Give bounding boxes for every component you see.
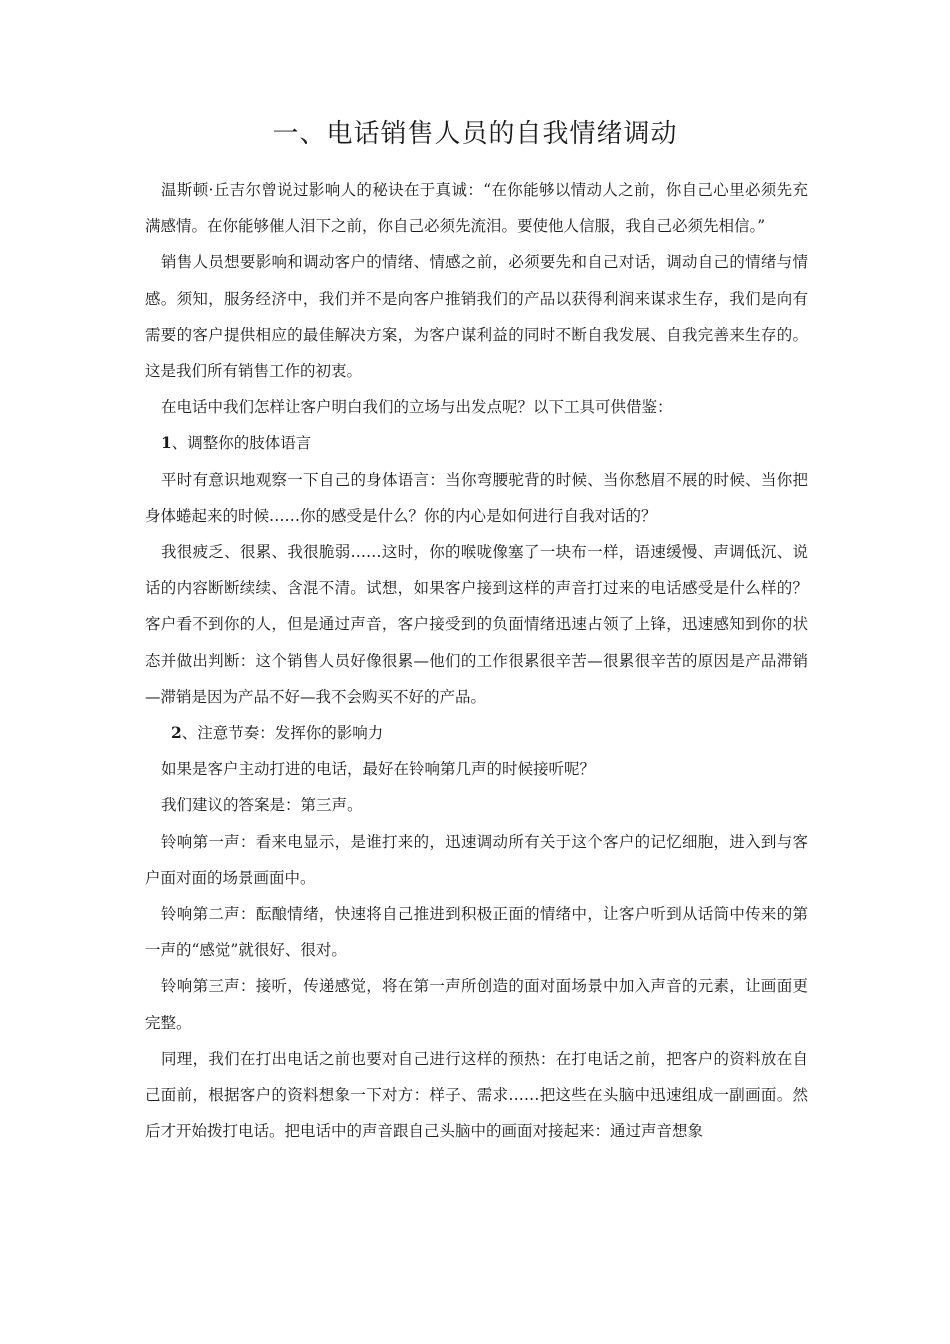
body-paragraph: 同理，我们在打出电话之前也要对自己进行这样的预热：在打电话之前，把客户的资料放在自己面前，根据客户的资料想象一下对方：样子、需求……把这些在头脑中迅速组成一副画面。然后才开始拨打电话。把电话中的声音跟自己头脑中的画面对接起来：通过声音想象 [145,1049,808,1141]
document-body [145,172,808,1149]
body-paragraph: 平时有意识地观察一下自己的身体语言：当你弯腰驼背的时候、当你愁眉不展的时候、当你把身体蜷起来的时候……你的感受是什么？你的内心是如何进行自我对话的？ [145,470,808,525]
body-paragraph: 我很疲乏、很累、我很脆弱……这时，你的喉咙像塞了一块布一样，语速缓慢、声调低沉、说话的内容断断续续、含混不清。试想，如果客户接到这样的声音打过来的电话感受是什么样的？客户看不到你的人，但是通过声音，客户接受到的负面情绪迅速占领了上锋，迅速感知到你的状态并做出判断：这个销售人员好像很累—他们的工作很累很辛苦—很累很辛苦的原因是产品滞销—滞销是因为产品不好—我不会购买不好的产品。 [145,543,808,706]
body-paragraph: 销售人员想要影响和调动客户的情绪、情感之前，必须要先和自己对话，调动自己的情绪与情感。须知，服务经济中，我们并不是向客户推销我们的产品以获得利润来谋求生存，我们是向有需要的客户提供相应的最佳解决方案，为客户谋利益的同时不断自我发展、自我完善来生存的。这是我们所有销售工作的初衷。 [145,253,808,381]
body-paragraph: 在电话中我们怎样让客户明白我们的立场与出发点呢？以下工具可供借鉴： [161,398,673,417]
section-number: 1 [161,433,172,453]
page-title: 一、电话销售人员的自我情绪调动 [272,119,678,149]
body-paragraph: 我们建议的答案是：第三声。 [161,796,363,815]
section-heading [145,715,808,751]
section-heading [145,425,808,461]
body-paragraph: 温斯顿·丘吉尔曾说过影响人的秘诀在于真诚：“在你能够以情动人之前，你自己心里必须先充满感情。在你能够催人泪下之前，你自己必须先流泪。要使他人信服，我自己必须先相信。” [145,181,808,236]
body-paragraph: 铃响第三声：接听，传递感觉，将在第一声所创造的面对面场景中加入声音的元素，让画面更完整。 [145,977,808,1032]
body-paragraph: 如果是客户主动打进的电话，最好在铃响第几声的时候接听呢？ [161,760,596,779]
section-heading-text: 、调整你的肢体语言 [171,434,312,453]
section-number: 2 [171,723,182,743]
section-heading-text: 、注意节奏：发挥你的影响力 [181,724,384,743]
body-paragraph: 铃响第一声：看来电显示，是谁打来的，迅速调动所有关于这个客户的记忆细胞，进入到与客户面对面的场景画面中。 [145,832,808,887]
body-paragraph: 铃响第二声：酝酿情绪，快速将自己推进到积极正面的情绪中，让客户听到从话筒中传来的第一声的“感觉”就很好、很对。 [145,905,808,960]
